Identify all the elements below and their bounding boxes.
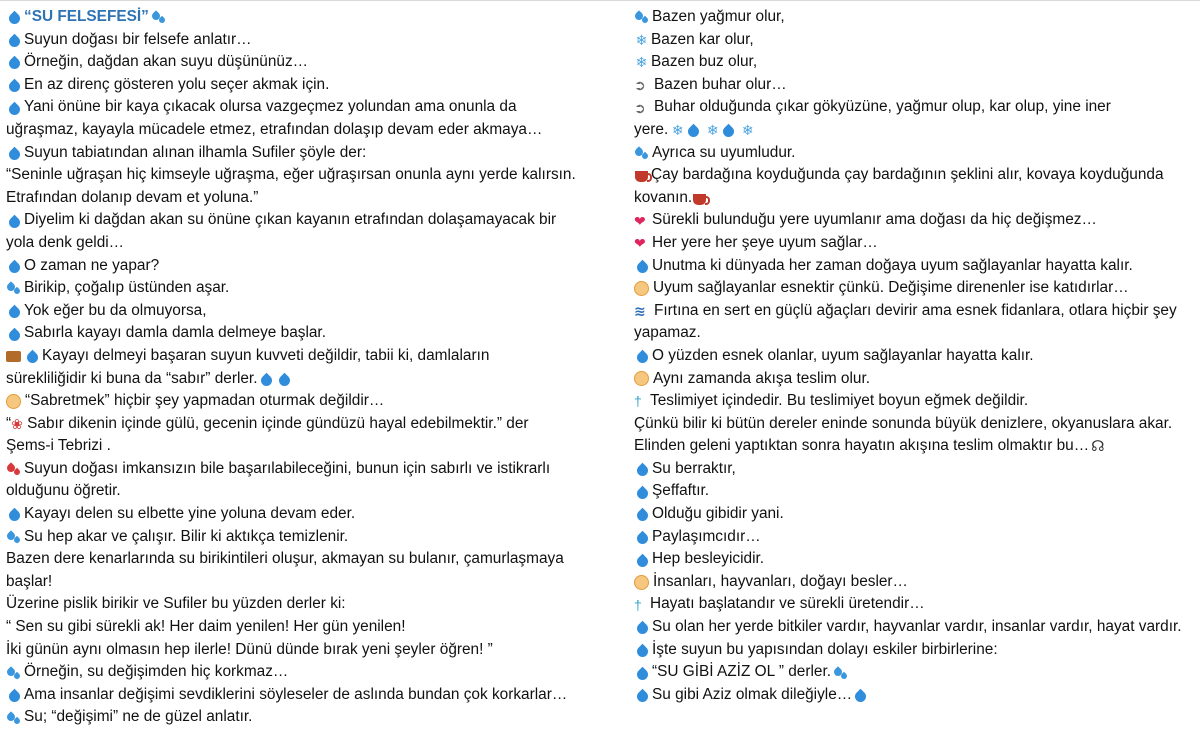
line-text: Suyun doğası imkansızın bile başarılabileceğini, bunun için sabırlı ve istikrarlı (24, 459, 551, 477)
drop-icon (635, 508, 651, 524)
rose-icon: ❀ (11, 415, 23, 432)
text-line (6, 164, 606, 187)
text-line (6, 96, 606, 119)
smile-icon (634, 281, 649, 296)
cup-icon (693, 194, 706, 205)
line-text: “ Sen su gibi sürekli ak! Her daim yenilen! Her gün yenilen! (6, 618, 406, 636)
text-line (634, 255, 1196, 278)
text-line (634, 322, 1196, 345)
line-text: İki günün aynı olmasın hep ilerle! Dünü dünde bırak yeni şeyler öğren! ” (6, 640, 493, 658)
drop-icon (635, 689, 651, 705)
text-line (6, 74, 606, 97)
drop-icon (635, 621, 651, 637)
drop-icon (7, 327, 23, 343)
line-text: Olduğu gibidir yani. (652, 505, 784, 523)
line-text: Çünkü bilir ki bütün dereler eninde sonunda büyük denizlere, okyanuslara akar. (634, 414, 1173, 432)
red-splash-icon (6, 462, 22, 476)
drop-icon (635, 553, 651, 569)
drop-icon (721, 124, 737, 140)
line-text: Aynı zamanda akışa teslim olur. (653, 369, 871, 387)
line-text: Elinden geleni yaptıktan sonra hayatın akışına teslim olmaktır bu… (634, 437, 1090, 455)
text-line (634, 187, 1196, 210)
line-text: Etrafından dolanıp devam et yoluna.” (6, 188, 259, 206)
line-text: En az direnç gösteren yolu seçer akmak için. (24, 75, 330, 93)
line-text: Su hep akar ve çalışır. Bilir ki aktıkça temizlenir. (24, 527, 349, 545)
line-text: yapamaz. (634, 324, 701, 342)
drop-icon (635, 260, 651, 276)
line-text: “ (6, 414, 12, 432)
drop-icon (276, 373, 292, 389)
line-text: Bazen dere kenarlarında su birikintileri oluşur, akmayan su bulanır, çamurlaşmaya (6, 550, 564, 568)
line-text: Her yere her şeye uyum sağlar… (652, 233, 878, 251)
text-line (6, 435, 606, 458)
line-text: uğraşmaz, kayayla mücadele etmez, etrafından dolaşıp devam eder akmaya… (6, 120, 543, 138)
drop-icon (686, 124, 702, 140)
splash-icon (151, 10, 167, 24)
line-text: sürekliliğidir ki buna da “sabır” derler. (6, 369, 258, 387)
line-text: Çay bardağına koyduğunda çay bardağının şeklini alır, kovaya koyduğunda (651, 166, 1164, 184)
headphones-icon: ☊ (1091, 438, 1105, 456)
splash-icon (634, 10, 650, 24)
right-column (634, 6, 1196, 706)
splash-icon (6, 666, 22, 680)
line-text: İnsanları, hayvanları, doğayı besler… (653, 572, 908, 590)
line-text: Buhar olduğunda çıkar gökyüzüne, yağmur olup, kar olup, yine iner (654, 98, 1111, 116)
text-line (634, 480, 1196, 503)
line-text: Örneğin, dağdan akan suyu düşününüz… (24, 53, 309, 71)
snowflake-icon: ❄ (635, 31, 648, 48)
snowflake-icon: ❄ (671, 122, 684, 139)
text-line (634, 548, 1196, 571)
text-line (6, 142, 606, 165)
drop-icon (635, 463, 651, 479)
line-text: Sabırla kayayı damla damla delmeye başlar. (24, 324, 326, 342)
line-text: kovanın. (634, 188, 693, 206)
sprout-icon: † (634, 596, 642, 613)
drop-icon (853, 689, 869, 705)
briefcase-icon (6, 351, 21, 362)
drop-icon (7, 508, 23, 524)
text-line (6, 548, 606, 571)
sprout-icon: † (634, 393, 642, 410)
drop-icon (7, 11, 23, 27)
text-line (634, 368, 1196, 391)
line-text: Hep besleyicidir. (652, 550, 765, 568)
text-line (634, 164, 1196, 187)
line-text: Suyun doğası bir felsefe anlatır… (24, 30, 252, 48)
drop-icon (635, 531, 651, 547)
line-text: “SU GİBİ AZİZ OL ” derler. (652, 663, 832, 681)
text-line (634, 684, 1196, 707)
drop-icon (635, 350, 651, 366)
line-text: Diyelim ki dağdan akan su önüne çıkan kayanın etrafından dolaşamayacak bir (24, 211, 557, 229)
text-line (6, 368, 606, 391)
text-line (634, 593, 1196, 616)
line-text: Bazen buhar olur… (654, 75, 787, 93)
splash-icon (634, 146, 650, 160)
text-line (6, 390, 606, 413)
drop-icon (7, 260, 23, 276)
text-line (634, 503, 1196, 526)
line-text: Yok eğer bu da olmuyorsa, (24, 301, 207, 319)
wave-icon: ≋ (634, 303, 646, 320)
drop-icon (7, 147, 23, 163)
text-line (6, 209, 606, 232)
line-text: O yüzden esnek olanlar, uyum sağlayanlar hayatta kalır. (652, 346, 1034, 364)
top-divider (0, 0, 1200, 1)
text-line (6, 684, 606, 707)
line-text: Uyum sağlayanlar esnektir çünkü. Değişime direnenler ise katıdırlar… (653, 279, 1129, 297)
line-text: Su gibi Aziz olmak dileğiyle… (652, 685, 853, 703)
text-line (634, 571, 1196, 594)
heart-icon: ❤ (634, 212, 646, 229)
line-text: “Seninle uğraşan hiç kimseyle uğraşma, eğer uğraşırsan onunla aynı yerde kalırsın. (6, 166, 576, 184)
text-line (6, 639, 606, 662)
heart-icon: ❤ (634, 235, 646, 252)
line-text: Teslimiyet içindedir. Bu teslimiyet boyun eğmek değildir. (650, 392, 1029, 410)
line-text: “Sabretmek” hiçbir şey yapmadan oturmak değildir… (25, 392, 385, 410)
text-line (634, 51, 1196, 74)
text-line (634, 277, 1196, 300)
smile-icon (634, 371, 649, 386)
text-line (6, 300, 606, 323)
text-line (634, 639, 1196, 662)
text-line (6, 458, 606, 481)
line-text: Kayayı delen su elbette yine yoluna devam eder. (24, 505, 356, 523)
text-line (6, 345, 606, 368)
text-line (634, 458, 1196, 481)
smile-icon (6, 394, 21, 409)
drop-icon (7, 305, 23, 321)
text-line (6, 571, 606, 594)
text-line (634, 232, 1196, 255)
line-text: Hayatı başlatandır ve sürekli üretendir… (650, 595, 925, 613)
line-text: Su; “değişimi” ne de güzel anlatır. (24, 708, 253, 726)
drop-icon (258, 373, 274, 389)
text-line (634, 119, 1196, 142)
snowflake-icon: ❄ (706, 122, 719, 139)
smile-icon (634, 575, 649, 590)
splash-icon (6, 281, 22, 295)
drop-icon (635, 644, 651, 660)
drop-icon (635, 666, 651, 682)
line-text: Ayrıca su uyumludur. (652, 143, 796, 161)
line-text: Fırtına en sert en güçlü ağaçları devirir ama esnek fidanlara, otlara hiçbir şey (654, 301, 1177, 319)
text-line (634, 209, 1196, 232)
splash-icon (6, 530, 22, 544)
line-text: Su berraktır, (652, 459, 736, 477)
line-text: yola denk geldi… (6, 233, 125, 251)
text-line (634, 300, 1196, 323)
line-text: Suyun tabiatından alınan ilhamla Sufiler şöyle der: (24, 143, 367, 161)
text-line (634, 29, 1196, 52)
text-line (6, 322, 606, 345)
drop-icon (7, 56, 23, 72)
text-line (6, 616, 606, 639)
text-line (634, 616, 1196, 639)
text-line (634, 74, 1196, 97)
text-line (6, 277, 606, 300)
snowflake-icon: ❄ (635, 54, 648, 71)
line-text: Bazen kar olur, (651, 30, 754, 48)
text-line (6, 413, 606, 436)
text-line (634, 435, 1196, 458)
text-line (6, 232, 606, 255)
document-title (6, 6, 606, 29)
wind-icon: ➲ (634, 99, 646, 116)
text-line (6, 119, 606, 142)
line-text: Şems-i Tebrizi . (6, 437, 111, 455)
line-text: “SU FELSEFESİ” (24, 8, 149, 25)
cup-icon (635, 171, 648, 182)
line-text: Örneğin, su değişimden hiç korkmaz… (24, 663, 289, 681)
snowflake-icon: ❄ (741, 122, 754, 139)
text-line (6, 187, 606, 210)
splash-icon (6, 711, 22, 725)
line-text: Unutma ki dünyada her zaman doğaya uyum sağlayanlar hayatta kalır. (652, 256, 1133, 274)
text-line (6, 51, 606, 74)
text-line (6, 593, 606, 616)
text-line (6, 526, 606, 549)
line-text: O zaman ne yapar? (24, 256, 160, 274)
text-line (634, 96, 1196, 119)
line-text: Üzerine pislik birikir ve Sufiler bu yüzden derler ki: (6, 595, 346, 613)
line-text: İşte suyun bu yapısından dolayı eskiler birbirlerine: (652, 640, 998, 658)
line-text: Bazen yağmur olur, (652, 8, 785, 25)
line-text: başlar! (6, 572, 53, 590)
splash-icon (833, 666, 849, 680)
line-text: Paylaşımcıdır… (652, 527, 761, 545)
text-line (6, 480, 606, 503)
line-text: Kayayı delmeyi başaran suyun kuvveti değildir, tabii ki, damlaların (42, 346, 490, 364)
left-column (6, 6, 606, 729)
line-text: Birikip, çoğalıp üstünden aşar. (24, 279, 230, 297)
text-line (634, 390, 1196, 413)
line-text: Su olan her yerde bitkiler vardır, hayvanlar vardır, insanlar vardır, hayat vardır. (652, 618, 1182, 636)
drop-icon (7, 689, 23, 705)
text-line (6, 255, 606, 278)
text-line (634, 661, 1196, 684)
text-line (6, 661, 606, 684)
drop-icon (7, 34, 23, 50)
line-text: Sabır dikenin içinde gülü, gecenin içinde gündüzü hayal edebilmektir.” der (27, 414, 529, 432)
drop-icon (7, 214, 23, 230)
line-text: Ama insanlar değişimi sevdiklerini söyleseler de aslında bundan çok korkarlar… (24, 685, 568, 703)
text-line (634, 142, 1196, 165)
drop-icon (25, 350, 41, 366)
text-line (634, 413, 1196, 436)
line-text: Sürekli bulunduğu yere uyumlanır ama doğası da hiç değişmez… (652, 211, 1097, 229)
text-line (634, 526, 1196, 549)
drop-icon (7, 101, 23, 117)
line-text: Yani önüne bir kaya çıkacak olursa vazgeçmez yolundan ama onunla da (24, 98, 517, 116)
wind-icon: ➲ (634, 77, 646, 94)
text-line (6, 29, 606, 52)
text-line (634, 6, 1196, 29)
line-text: Bazen buz olur, (651, 53, 758, 71)
drop-icon (7, 79, 23, 95)
text-line (6, 503, 606, 526)
line-text: Şeffaftır. (652, 482, 710, 500)
text-line (634, 345, 1196, 368)
line-text: olduğunu öğretir. (6, 482, 121, 500)
line-text: yere. (634, 120, 669, 138)
drop-icon (635, 485, 651, 501)
